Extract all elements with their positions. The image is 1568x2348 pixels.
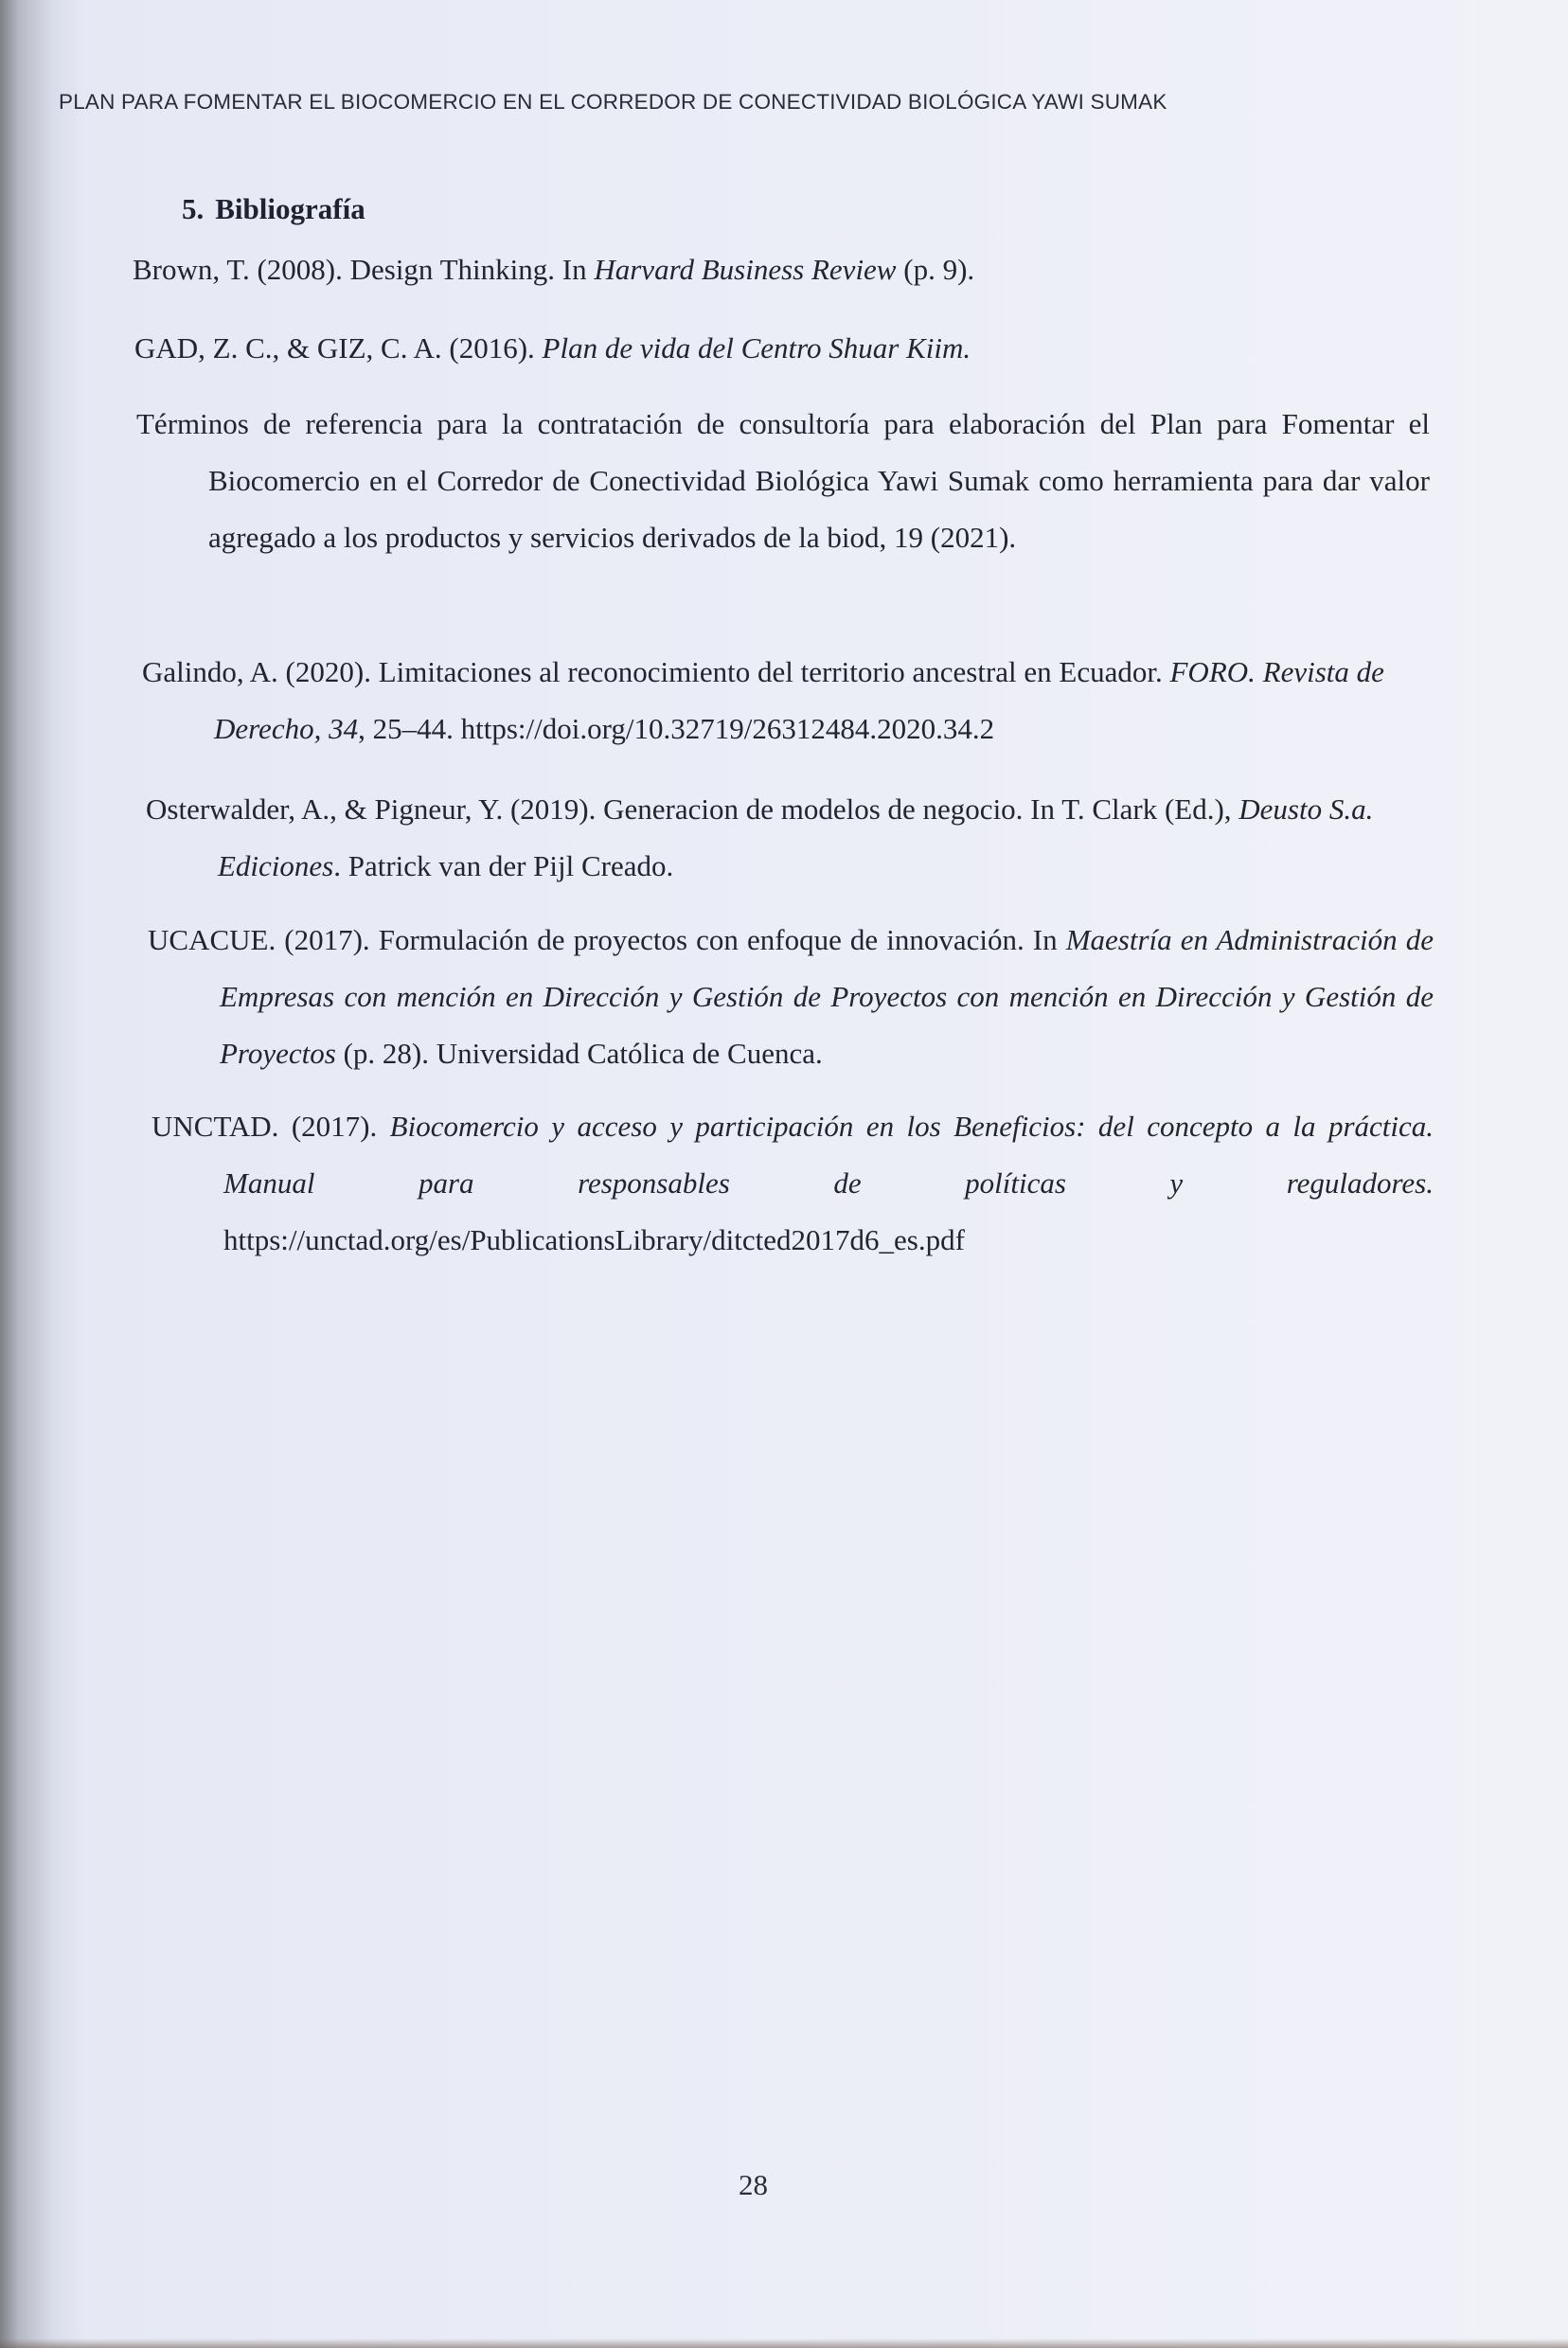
reference-italic-title: Plan de vida del Centro Shuar Kiim.	[542, 331, 971, 365]
reference-text: UNCTAD. (2017).	[151, 1110, 390, 1143]
reference-text: Brown, T. (2008). Design Thinking. In	[133, 253, 595, 286]
reference-unctad-2017	[151, 1098, 1434, 1269]
reference-terminos-2021	[136, 396, 1430, 566]
reference-text-end: https://unctad.org/es/PublicationsLibrary/ditcted2017d6_es.pdf	[223, 1223, 965, 1256]
section-title: Bibliografía	[215, 192, 365, 225]
reference-text: GAD, Z. C., & GIZ, C. A. (2016).	[134, 331, 543, 365]
reference-galindo-2020	[142, 644, 1435, 757]
reference-text-end: . Patrick van der Pijl Creado.	[333, 849, 674, 882]
reference-gad-giz-2016	[134, 320, 1437, 377]
reference-text: Galindo, A. (2020). Limitaciones al reconocimiento del territorio ancestral en Ecuador.	[142, 655, 1170, 688]
section-heading	[182, 192, 365, 226]
section-number: 5.	[182, 192, 205, 225]
reference-italic-title: FORO. Revista de Derecho, 34	[214, 655, 1384, 745]
reference-italic-title: Biocomercio y acceso y participación en los Beneficios: del concepto a la práctica. Manual para responsables de políticas y reguladores.	[223, 1110, 1434, 1200]
reference-text: UCACUE. (2017). Formulación de proyectos con enfoque de innovación. In	[148, 923, 1066, 956]
reference-osterwalder-2019	[146, 781, 1449, 895]
reference-brown-2008	[133, 241, 1435, 298]
page-number: 28	[739, 2168, 768, 2201]
reference-italic-title: Deusto S.a. Ediciones	[218, 792, 1374, 882]
reference-ucacue-2017	[148, 912, 1434, 1082]
reference-text-end: (p. 9).	[896, 253, 975, 286]
reference-text-end: , 25–44. https://doi.org/10.32719/26312484.2020.34.2	[358, 712, 995, 745]
reference-text: Términos de referencia para la contratación de consultoría para elaboración del Plan para Fomentar el Biocomercio en el Corredor de Conectividad Biológica Yawi Sumak como herramienta para dar valor agregado a los productos y servicios derivados de la biod, 19 (2021).	[136, 407, 1430, 554]
reference-text: Osterwalder, A., & Pigneur, Y. (2019). Generacion de modelos de negocio. In T. Clark (Ed.),	[146, 792, 1239, 826]
reference-text-end: (p. 28). Universidad Católica de Cuenca.	[335, 1037, 823, 1070]
running-header: PLAN PARA FOMENTAR EL BIOCOMERCIO EN EL CORREDOR DE CONECTIVIDAD BIOLÓGICA YAWI SUMAK	[59, 90, 1167, 114]
reference-italic-title: Harvard Business Review	[594, 253, 897, 286]
reference-italic-title: Maestría en Administración de Empresas con mención en Dirección y Gestión de Proyectos con mención en Dirección y Gestión de Proyectos	[220, 923, 1434, 1070]
